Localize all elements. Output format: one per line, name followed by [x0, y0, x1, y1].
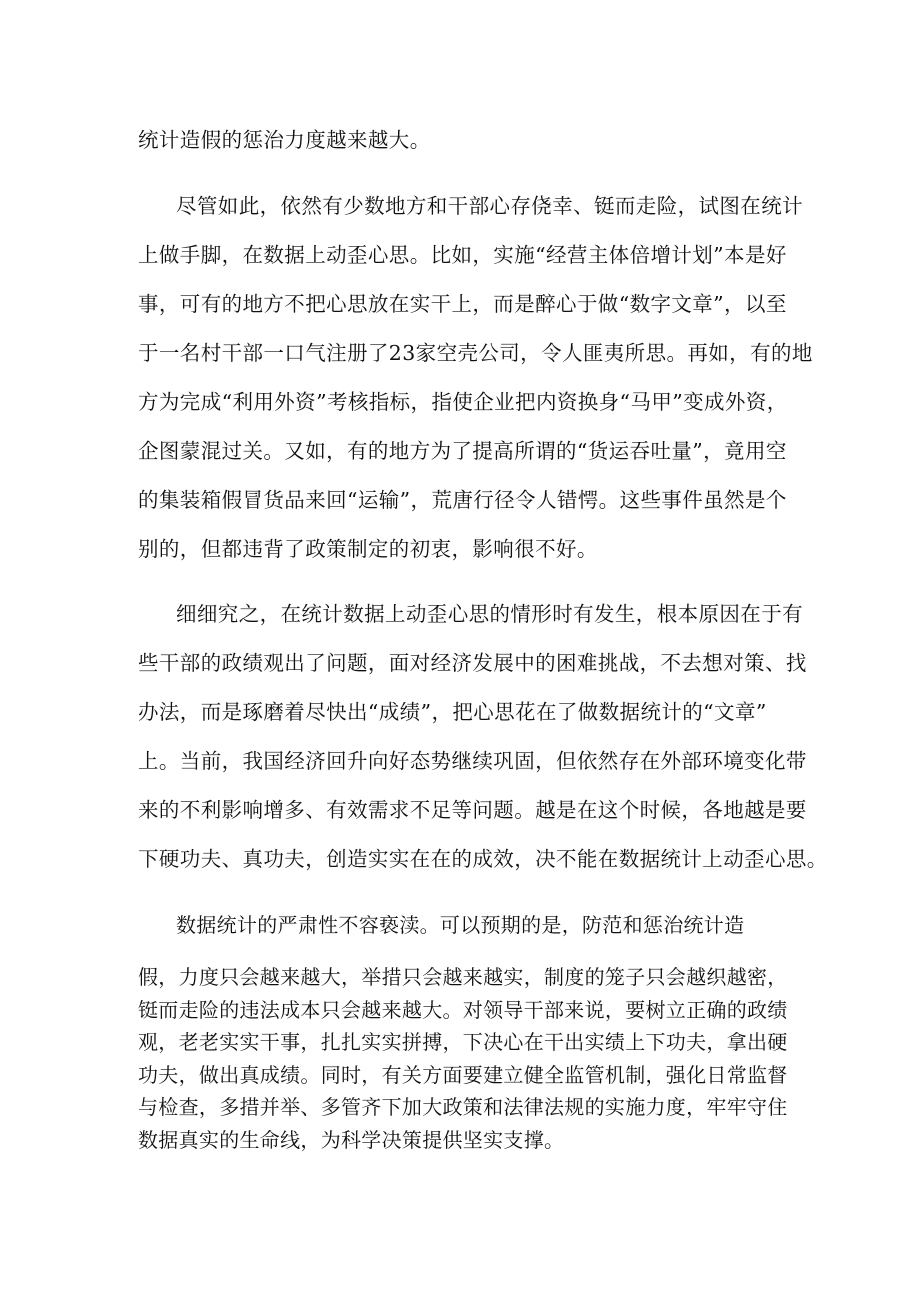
text-line: 假，力度只会越来越大，举措只会越来越实，制度的笼子只会越织越密，: [138, 965, 788, 989]
text-line: 统计造假的惩治力度越来越大。: [138, 128, 431, 152]
text-line: 数据统计的严肃性不容亵渎。可以预期的是，防范和惩治统计造: [176, 913, 745, 937]
text-line: 观，老老实实干事，扎扎实实拼搏，下决心在干出实绩上下功夫，拿出硬: [138, 1030, 788, 1054]
text-line: 上做手脚，在数据上动歪心思。比如，实施“经营主体倍增计划”本是好: [138, 243, 787, 267]
text-line: 细细究之，在统计数据上动歪心思的情形时有发生，根本原因在于有: [176, 602, 803, 626]
text-line: 于一名村干部一口气注册了23家空壳公司，令人匪夷所思。再如，有的地: [138, 341, 813, 365]
text-line: 功夫，做出真成绩。同时，有关方面要建立健全监管机制，强化日常监督: [138, 1063, 788, 1087]
text-line: 企图蒙混过关。又如，有的地方为了提高所谓的“货运吞吐量”，竟用空: [138, 439, 787, 463]
text-line: 事，可有的地方不把心思放在实干上，而是醉心于做“数字文章”，以至: [138, 292, 787, 316]
text-line: 方为完成“利用外资”考核指标，指使企业把内资换身“马甲”变成外资，: [138, 390, 788, 414]
text-line: 上。当前，我国经济回升向好态势继续巩固，但依然存在外部环境变化带: [138, 749, 807, 773]
text-line: 与检查，多措并举、多管齐下加大政策和法律法规的实施力度，牢牢守住: [138, 1095, 788, 1119]
text-line: 下硬功夫、真功夫，创造实实在在的成效，决不能在数据统计上动歪心思。: [138, 847, 828, 871]
text-line: 办法，而是琢磨着尽快出“成绩”，把心思花在了做数据统计的“文章”: [138, 700, 767, 724]
text-line: 些干部的政绩观出了问题，面对经济发展中的困难挑战，不去想对策、找: [138, 651, 807, 675]
text-line: 来的不利影响增多、有效需求不足等问题。越是在这个时候，各地越是要: [138, 798, 807, 822]
text-line: 别的，但都违背了政策制定的初衷，影响很不好。: [138, 537, 598, 561]
text-line: 的集装箱假冒货品来回“运输”，荒唐行径令人错愕。这些事件虽然是个: [138, 488, 787, 512]
text-line: 铤而走险的违法成本只会越来越大。对领导干部来说，要树立正确的政绩: [138, 998, 788, 1022]
text-line: 尽管如此，依然有少数地方和干部心存侥幸、铤而走险，试图在统计: [176, 194, 803, 218]
text-line: 数据真实的生命线，为科学决策提供坚实支撑。: [138, 1128, 565, 1152]
